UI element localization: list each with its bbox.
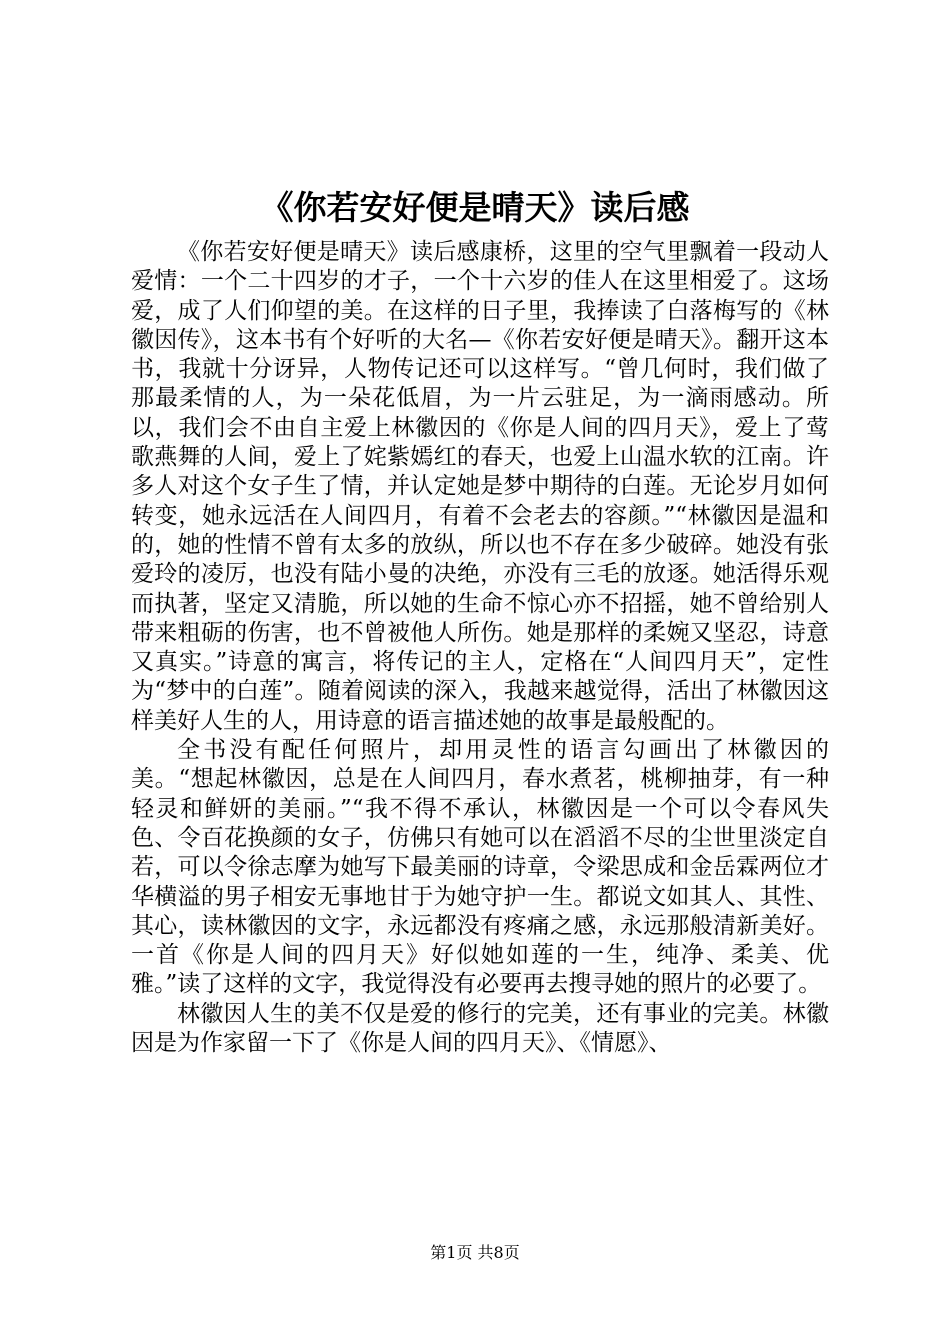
document-body <box>131 238 829 1058</box>
document-title: 《你若安好便是晴天》读后感 <box>260 188 690 227</box>
paragraph: 全书没有配任何照片，却用灵性的语言勾画出了林徽因的美。“想起林徽因，总是在人间四月，春水煮茗，桃柳抽芽，有一种轻灵和鲜妍的美丽。”“我不得不承认，林徽因是一个可以令春风失色、令百花换颜的女子，仿佛只有她可以在滔滔不尽的尘世里淡定自若，可以令徐志摩为她写下最美丽的诗章，令梁思成和金岳霖两位才华横溢的男子相安无事地甘于为她守护一生。都说文如其人、其性、其心，读林徽因的文字，永远都没有疼痛之感，永远那般清新美好。一首《你是人间的四月天》好似她如莲的一生，纯净、柔美、优雅。”读了这样的文字，我觉得没有必要再去搜寻她的照片的必要了。 <box>131 737 829 998</box>
paragraph: 林徽因人生的美不仅是爱的修行的完美，还有事业的完美。林徽因是为作家留一下了《你是人间的四月天》、《情愿》、 <box>131 1000 829 1057</box>
paragraph: 《你若安好便是晴天》读后感康桥，这里的空气里飘着一段动人爱情：一个二十四岁的才子，一个十六岁的佳人在这里相爱了。这场爱，成了人们仰望的美。在这样的日子里，我捧读了白落梅写的《林徽因传》，这本书有个好听的大名—《你若安好便是晴天》。翻开这本书，我就十分讶异，人物传记还可以这样写。“曾几何时，我们做了那最柔情的人，为一朵花低眉，为一片云驻足，为一滴雨感动。所以，我们会不由自主爱上林徽因的《你是人间的四月天》，爱上了莺歌燕舞的人间，爱上了姹紫嫣红的春天，也爱上山温水软的江南。许多人对这个女子生了情，并认定她是梦中期待的白莲。无论岁月如何转变，她永远活在人间四月，有着不会老去的容颜。”“林徽因是温和的，她的性情不曾有太多的放纵，所以也不存在多少破碎。她没有张爱玲的凌厉，也没有陆小曼的决绝，亦没有三毛的放逐。她活得乐观而执著，坚定又清脆，所以她的生命不惊心亦不招摇，她不曾给别人带来粗砺的伤害，也不曾被他人所伤。她是那样的柔婉又坚忍，诗意又真实。”诗意的寓言，将传记的主人，定格在“人间四月天”，定性为“梦中的白莲”。随着阅读的深入，我越来越觉得，活出了林徽因这样美好人生的人，用诗意的语言描述她的故事是最般配的。 <box>131 239 829 734</box>
page-footer: 第1页 共8页 <box>430 1243 520 1262</box>
